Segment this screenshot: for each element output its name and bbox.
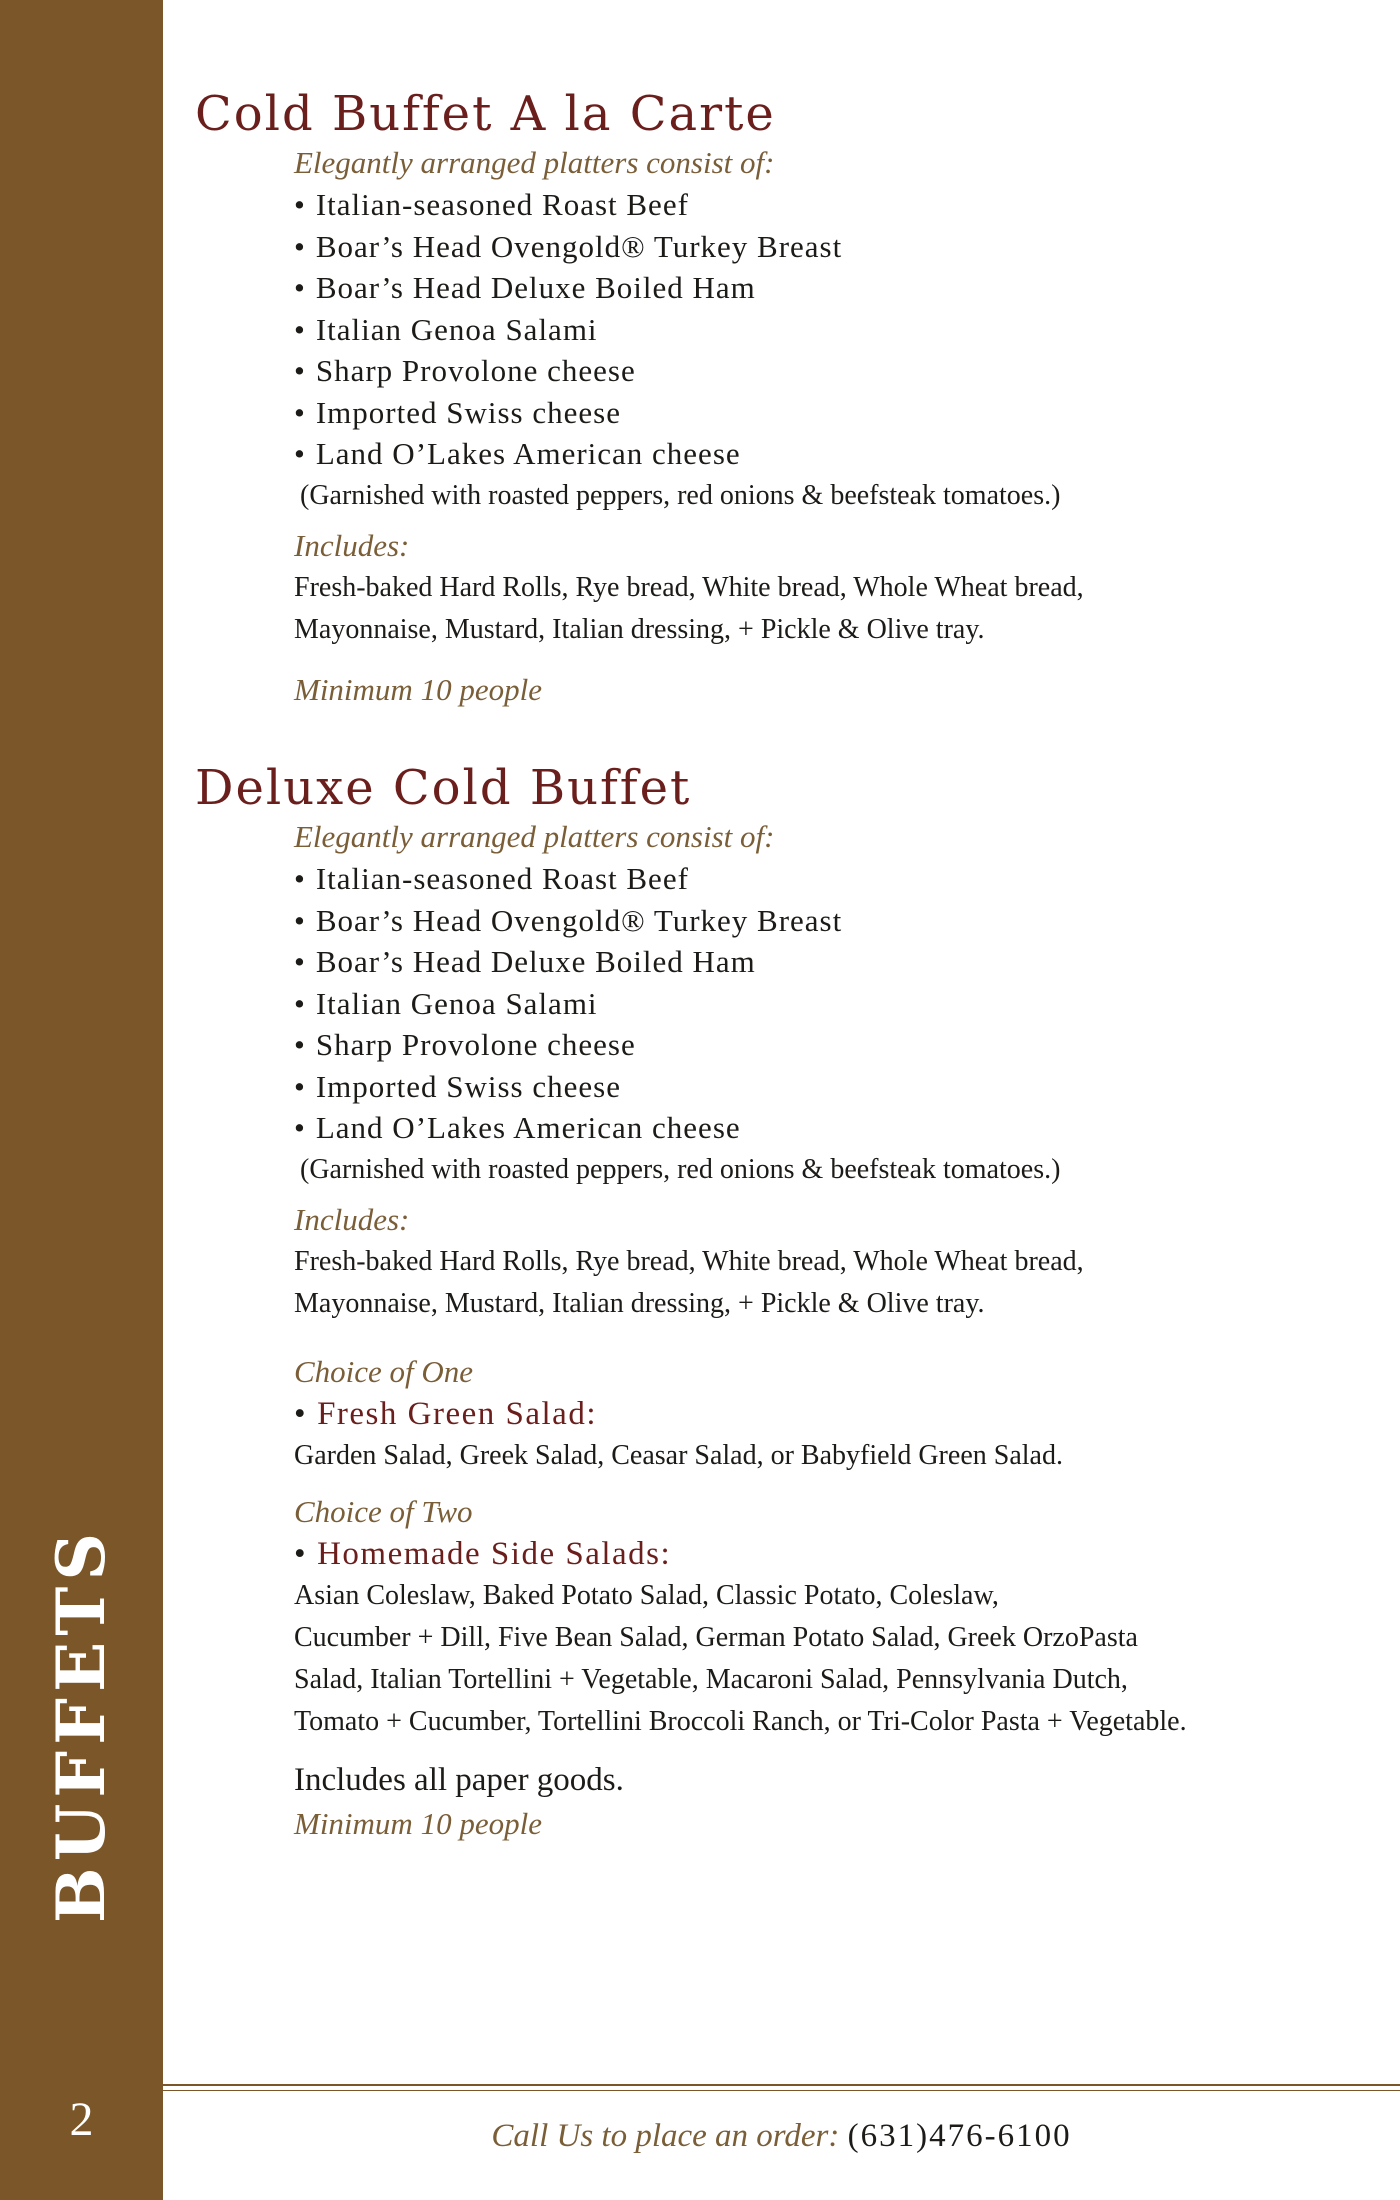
cold-buffet-a-la-carte-section [195,86,1355,711]
paper-goods-note: Includes all paper goods. [294,1761,624,1798]
list-item: • Boar’s Head Deluxe Boiled Ham [294,267,1355,309]
choice-one-label: Choice of One [294,1353,474,1389]
sidebar-band [0,0,163,2200]
includes-text: Mayonnaise, Mustard, Italian dressing, + Pickle & Olive tray. [294,613,985,645]
list-item: • Italian-seasoned Roast Beef [294,858,1355,900]
list-item: • Boar’s Head Deluxe Boiled Ham [294,941,1355,983]
choice-one-options: Garden Salad, Greek Salad, Ceasar Salad, or Babyfield Green Salad. [294,1439,1063,1471]
list-item: • Land O’Lakes American cheese [294,1107,1355,1149]
choice-two-options: Salad, Italian Tortellini + Vegetable, Macaroni Salad, Pennsylvania Dutch, [294,1663,1128,1695]
list-item: • Imported Swiss cheese [294,1066,1355,1108]
choice-two-options: Cucumber + Dill, Five Bean Salad, German Potato Salad, Greek OrzoPasta [294,1621,1138,1653]
list-item: • Boar’s Head Ovengold® Turkey Breast [294,226,1355,268]
choice-two-label: Choice of Two [294,1493,473,1529]
section-title: Deluxe Cold Buffet [195,760,692,816]
includes-text: Mayonnaise, Mustard, Italian dressing, + Pickle & Olive tray. [294,1287,985,1319]
section-label: BUFFETS [42,1526,120,1924]
list-item: • Italian Genoa Salami [294,983,1355,1025]
garnish-note: (Garnished with roasted peppers, red onions & beefsteak tomatoes.) [300,479,1061,511]
page-number: 2 [69,2093,94,2146]
includes-label: Includes: [294,1201,410,1237]
footer-divider [163,2084,1400,2086]
includes-text: Fresh-baked Hard Rolls, Rye bread, White bread, Whole Wheat bread, [294,571,1084,603]
intro-line: Elegantly arranged platters consist of: [294,819,775,854]
choice-two-heading: • Homemade Side Salads: [294,1533,1355,1575]
list-item: • Italian Genoa Salami [294,309,1355,351]
minimum-note: Minimum 10 people [294,1805,542,1841]
includes-text: Fresh-baked Hard Rolls, Rye bread, White bread, Whole Wheat bread, [294,1245,1084,1277]
order-call-label: Call Us to place an order: [491,2118,840,2154]
choice-one-heading: • Fresh Green Salad: [294,1393,1355,1435]
list-item: • Land O’Lakes American cheese [294,433,1355,475]
intro-line: Elegantly arranged platters consist of: [294,145,775,180]
list-item: • Sharp Provolone cheese [294,350,1355,392]
section-title: Cold Buffet A la Carte [195,86,776,142]
choice-two-options: Tomato + Cucumber, Tortellini Broccoli Ranch, or Tri-Color Pasta + Vegetable. [294,1705,1187,1737]
phone-number[interactable]: (631)476-6100 [847,2118,1072,2154]
includes-label: Includes: [294,527,410,563]
list-item: • Italian-seasoned Roast Beef [294,184,1355,226]
platter-list [294,858,1355,1149]
minimum-note: Minimum 10 people [294,671,542,707]
footer-divider [163,2090,1400,2091]
list-item: • Imported Swiss cheese [294,392,1355,434]
footer [163,2118,1400,2155]
choice-two-options: Asian Coleslaw, Baked Potato Salad, Classic Potato, Coleslaw, [294,1579,999,1611]
list-item: • Boar’s Head Ovengold® Turkey Breast [294,900,1355,942]
list-item: • Sharp Provolone cheese [294,1024,1355,1066]
garnish-note: (Garnished with roasted peppers, red onions & beefsteak tomatoes.) [300,1153,1061,1185]
deluxe-cold-buffet-section [195,760,1355,1845]
platter-list [294,184,1355,475]
